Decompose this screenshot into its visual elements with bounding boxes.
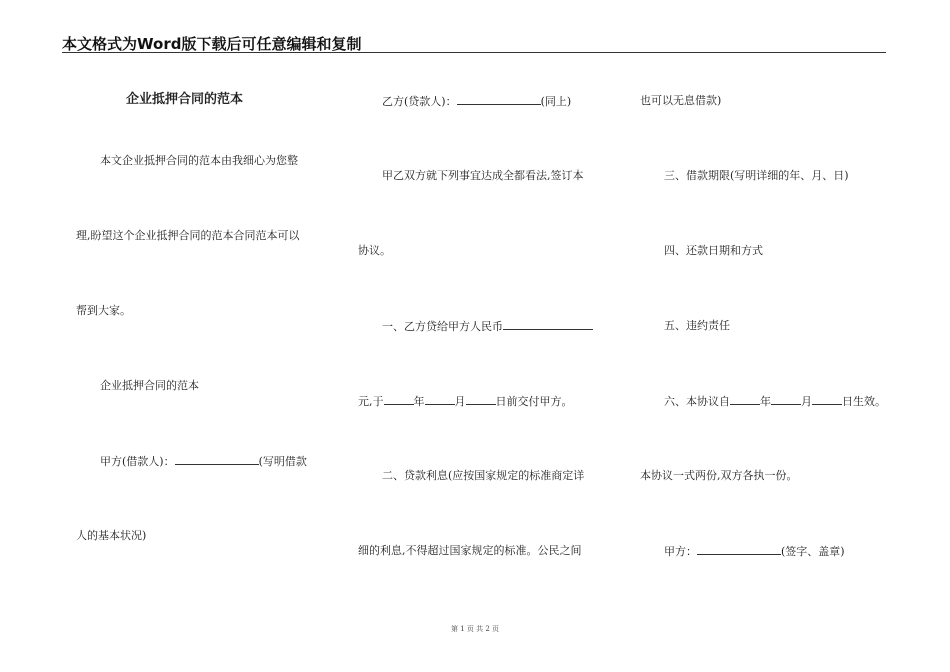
- party-a-line: [100, 454, 307, 469]
- section-heading: 企业抵押合同的范本: [100, 379, 199, 392]
- signature-label: 甲方：: [664, 545, 697, 558]
- paragraph-intro-1: 本文企业抵押合同的范本由我细心为您整: [100, 154, 298, 167]
- paragraph-intro-3: 帮到大家。: [76, 304, 131, 317]
- clause-2-continued: 细的利息,不得超过国家规定的标准。公民之间: [358, 544, 582, 557]
- year-label: 年: [413, 395, 425, 408]
- signature-blank: [697, 544, 781, 555]
- clause-3: 三、借款期限(写明详细的年、月、日): [664, 169, 849, 182]
- month-label: 月: [801, 395, 812, 408]
- effective-day-blank: [812, 394, 842, 405]
- clause-5: 五、违约责任: [664, 319, 730, 332]
- party-a-note: (写明借款: [258, 455, 307, 468]
- party-b-note: (同上): [540, 95, 572, 108]
- agreement-intro: 甲乙双方就下列事宜达成全都看法,签订本: [382, 169, 584, 182]
- delivery-day-blank: [466, 394, 496, 405]
- clause-2-end: 也可以无息借款): [640, 94, 722, 107]
- effective-year-blank: [730, 394, 760, 405]
- document-title: 企业抵押合同的范本: [126, 92, 244, 107]
- party-a-label: 甲方(借款人)：: [100, 455, 175, 468]
- clause-2: 二、贷款利息(应按国家规定的标准商定详: [382, 469, 585, 482]
- party-b-label: 乙方(贷款人)：: [382, 95, 457, 108]
- document-banner: 本文格式为Word版下载后可任意编辑和复制: [62, 35, 362, 53]
- effective-month-blank: [771, 394, 801, 405]
- day-label: 日前交付甲方。: [495, 395, 573, 408]
- copies-clause: 本协议一式两份,双方各执一份。: [640, 469, 798, 482]
- signature-note: (签字、盖章): [781, 545, 845, 558]
- banner-divider: [62, 52, 886, 53]
- clause-6-text: 六、本协议自: [664, 395, 730, 408]
- party-a-continued: 人的基本状况): [76, 529, 147, 542]
- clause-4: 四、还款日期和方式: [664, 244, 763, 257]
- clause-1-yuan: 元,于: [358, 395, 384, 408]
- agreement-intro-continued: 协议。: [358, 244, 391, 257]
- signature-party-a: [664, 544, 845, 559]
- page-number: 第 1 页 共 2 页: [450, 625, 500, 633]
- clause-6: [664, 394, 886, 409]
- clause-1-continued: [358, 394, 573, 409]
- delivery-year-blank: [384, 394, 414, 405]
- year-label: 年: [760, 395, 771, 408]
- party-a-blank: [175, 454, 259, 465]
- party-b-line: [382, 94, 571, 109]
- party-b-blank: [457, 94, 541, 105]
- clause-1-text: 一、乙方贷给甲方人民币: [382, 320, 503, 333]
- loan-amount-blank: [503, 319, 593, 330]
- month-label: 月: [454, 395, 466, 408]
- day-label: 日生效。: [842, 395, 886, 408]
- delivery-month-blank: [425, 394, 455, 405]
- clause-1: [382, 319, 593, 334]
- paragraph-intro-2: 理,盼望这个企业抵押合同的范本合同范本可以: [76, 229, 300, 242]
